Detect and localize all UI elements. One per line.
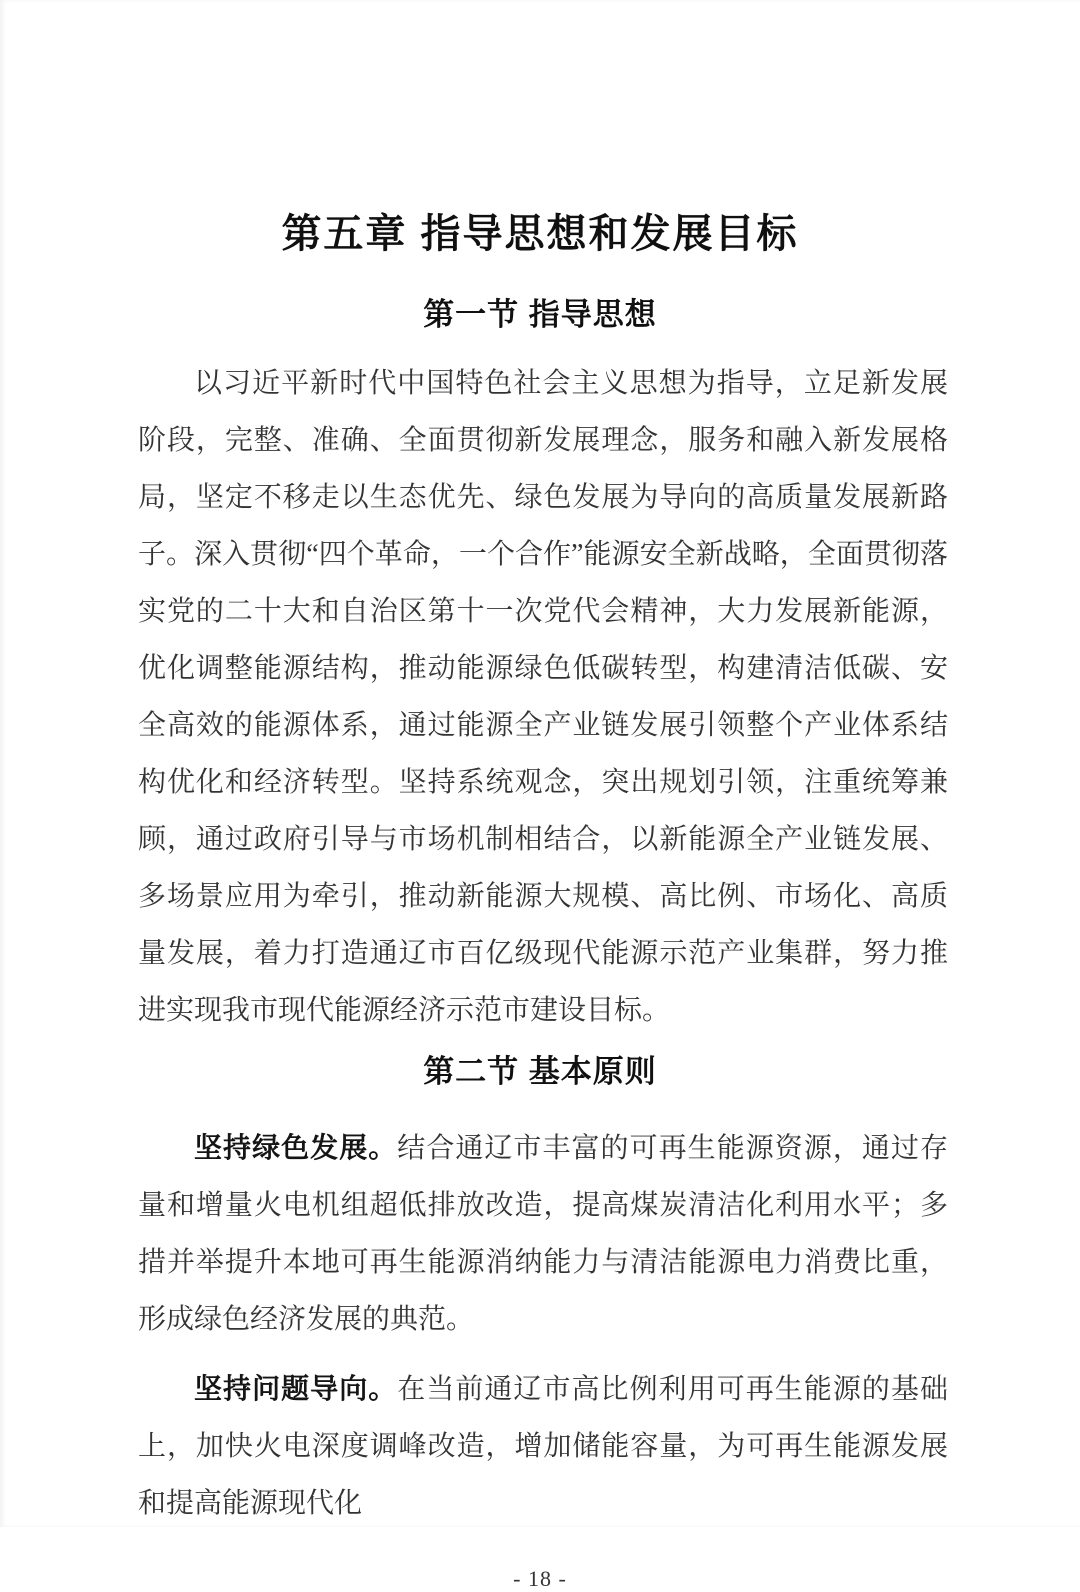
page-number: - 18 - bbox=[513, 1566, 567, 1591]
section-2-paragraph-1 bbox=[138, 1119, 948, 1348]
paragraph-lead: 坚持问题导向。 bbox=[194, 1373, 398, 1404]
section-1-paragraph-1 bbox=[138, 355, 948, 1039]
section-1-title: 第一节 指导思想 bbox=[423, 297, 657, 332]
chapter-title: 第五章 指导思想和发展目标 bbox=[281, 212, 799, 256]
paragraph-text: 以习近平新时代中国特色社会主义思想为指导，立足新发展阶段，完整、准确、全面贯彻新发展理念，服务和融入新发展格局，坚定不移走以生态优先、绿色发展为导向的高质量发展新路子。深入贯彻“四个革命，一个合作”能源安全新战略，全面贯彻落实党的二十大和自治区第十一次党代会精神，大力发展新能源，优化调整能源结构，推动能源绿色低碳转型，构建清洁低碳、安全高效的能源体系，通过能源全产业链发展引领整个产业体系结构优化和经济转型。坚持系统观念，突出规划引领，注重统筹兼顾，通过政府引导与市场机制相结合，以新能源全产业链发展、多场景应用为牵引，推动新能源大规模、高比例、市场化、高质量发展，着力打造通辽市百亿级现代能源示范产业集群，努力推进实现我市现代能源经济示范市建设目标。 bbox=[138, 368, 948, 1026]
section-2-title: 第二节 基本原则 bbox=[423, 1054, 657, 1089]
paragraph-text: 结合通辽市丰富的可再生能源资源，通过存量和增量火电机组超低排放改造，提高煤炭清洁化利用水平；多措并举提升本地可再生能源消纳能力与清洁能源电力消费比重，形成绿色经济发展的典范。 bbox=[138, 1133, 948, 1335]
paragraph-lead: 坚持绿色发展。 bbox=[194, 1132, 398, 1163]
section-2-paragraph-2 bbox=[138, 1360, 948, 1532]
paragraph-text: 在当前通辽市高比例利用可再生能源的基础上，加快火电深度调峰改造，增加储能容量，为可再生能源发展和提高能源现代化 bbox=[138, 1374, 948, 1519]
